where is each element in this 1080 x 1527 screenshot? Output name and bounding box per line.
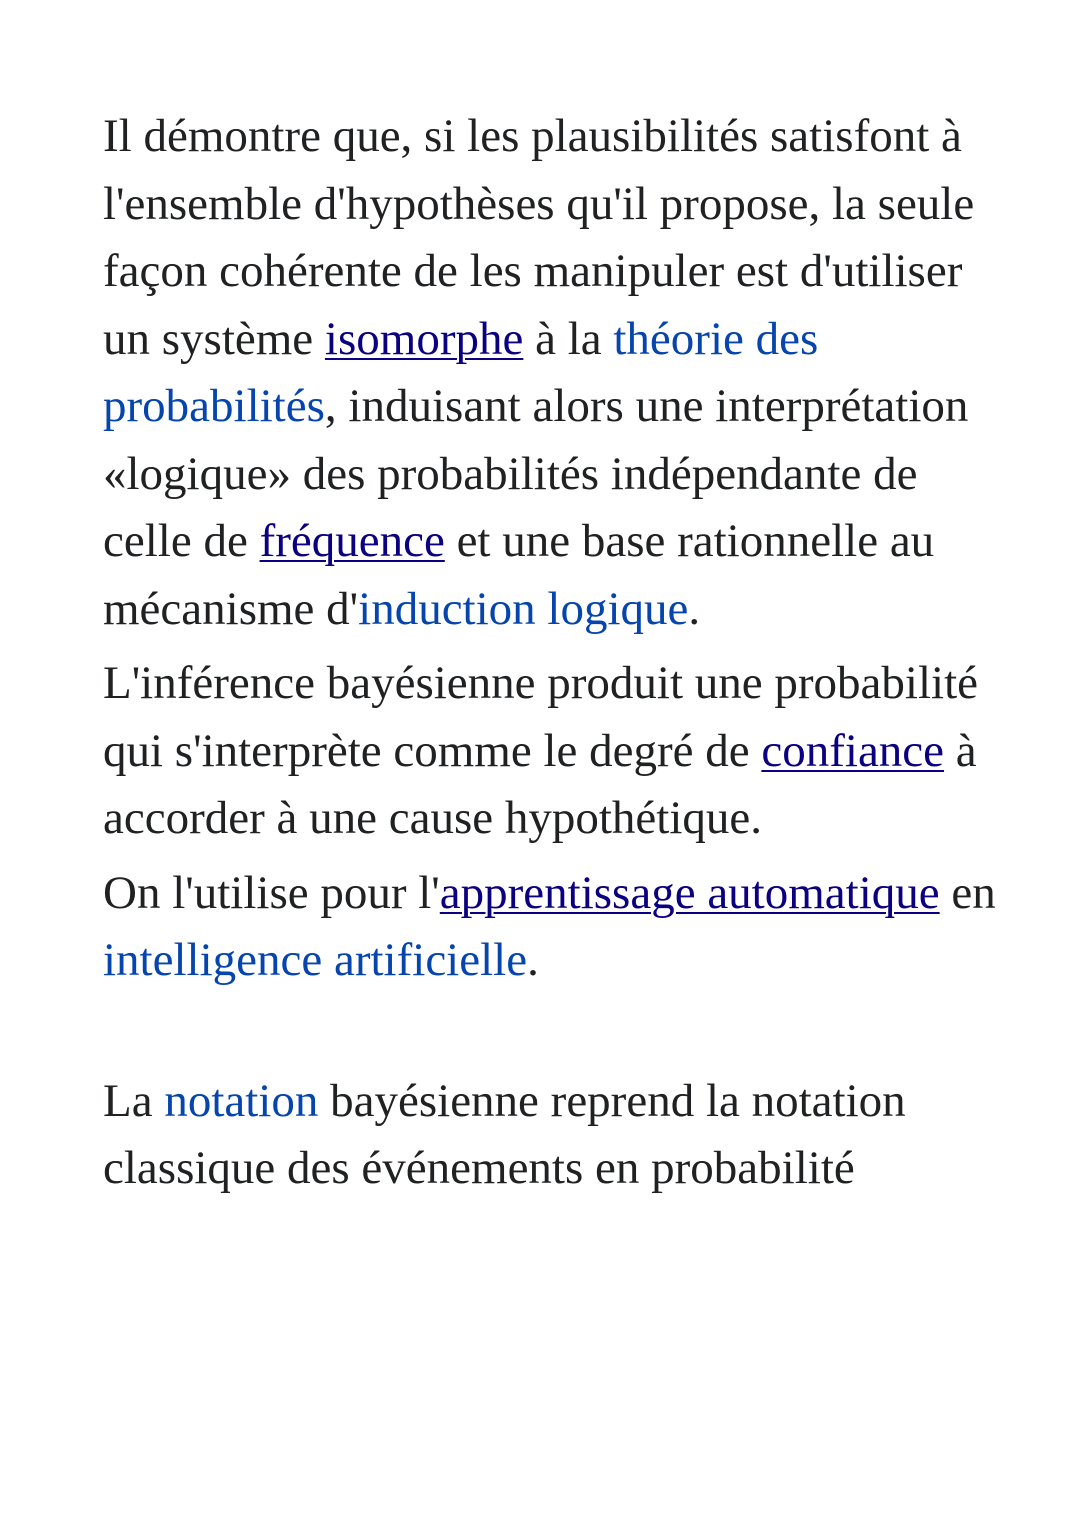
paragraph-usage — [103, 860, 1003, 995]
paragraph-inference — [103, 650, 1003, 853]
text-segment: On l'utilise pour l' — [103, 866, 440, 919]
paragraph-notation — [103, 1068, 1003, 1203]
text-segment: à accorder à une cause hypothétique. — [103, 724, 977, 844]
text-segment: à la — [523, 312, 614, 365]
text-segment: , induisant alors une interprétation «logique» des probabilités indépendante de celle de — [103, 380, 969, 567]
text-segment: et une base rationnelle au mécanisme d' — [103, 515, 935, 635]
text-segment: . — [688, 582, 701, 635]
paragraph-plausibility — [103, 103, 1003, 643]
text-segment: bayésienne reprend la notation classique des événements en probabilité — [103, 1074, 906, 1194]
text-segment: Il démontre que, si les plausibilités satisfont à l'ensemble d'hypothèses qu'il propose, la seule façon cohérente de les manipuler est d'utiliser un système — [103, 110, 975, 365]
link-frequence[interactable]: fréquence — [259, 515, 445, 567]
link-confiance[interactable]: confiance — [761, 724, 945, 777]
text-segment: La — [103, 1074, 165, 1127]
link-isomorphe[interactable]: isomorphe — [324, 312, 524, 365]
link-intelligence-artificielle[interactable]: intelligence artificielle — [103, 934, 528, 986]
link-theorie-des-probabilites[interactable]: théorie des probabilités — [103, 312, 819, 432]
text-segment: L'inférence bayésienne produit une probabilité qui s'interprète comme le degré de — [103, 657, 979, 777]
text-segment: . — [527, 934, 539, 986]
text-segment: en — [939, 866, 996, 919]
link-apprentissage-automatique[interactable]: apprentissage automatique — [439, 866, 940, 919]
link-induction-logique[interactable]: induction logique — [358, 582, 689, 635]
article-body — [103, 103, 1003, 1203]
link-notation[interactable]: notation — [164, 1074, 319, 1127]
